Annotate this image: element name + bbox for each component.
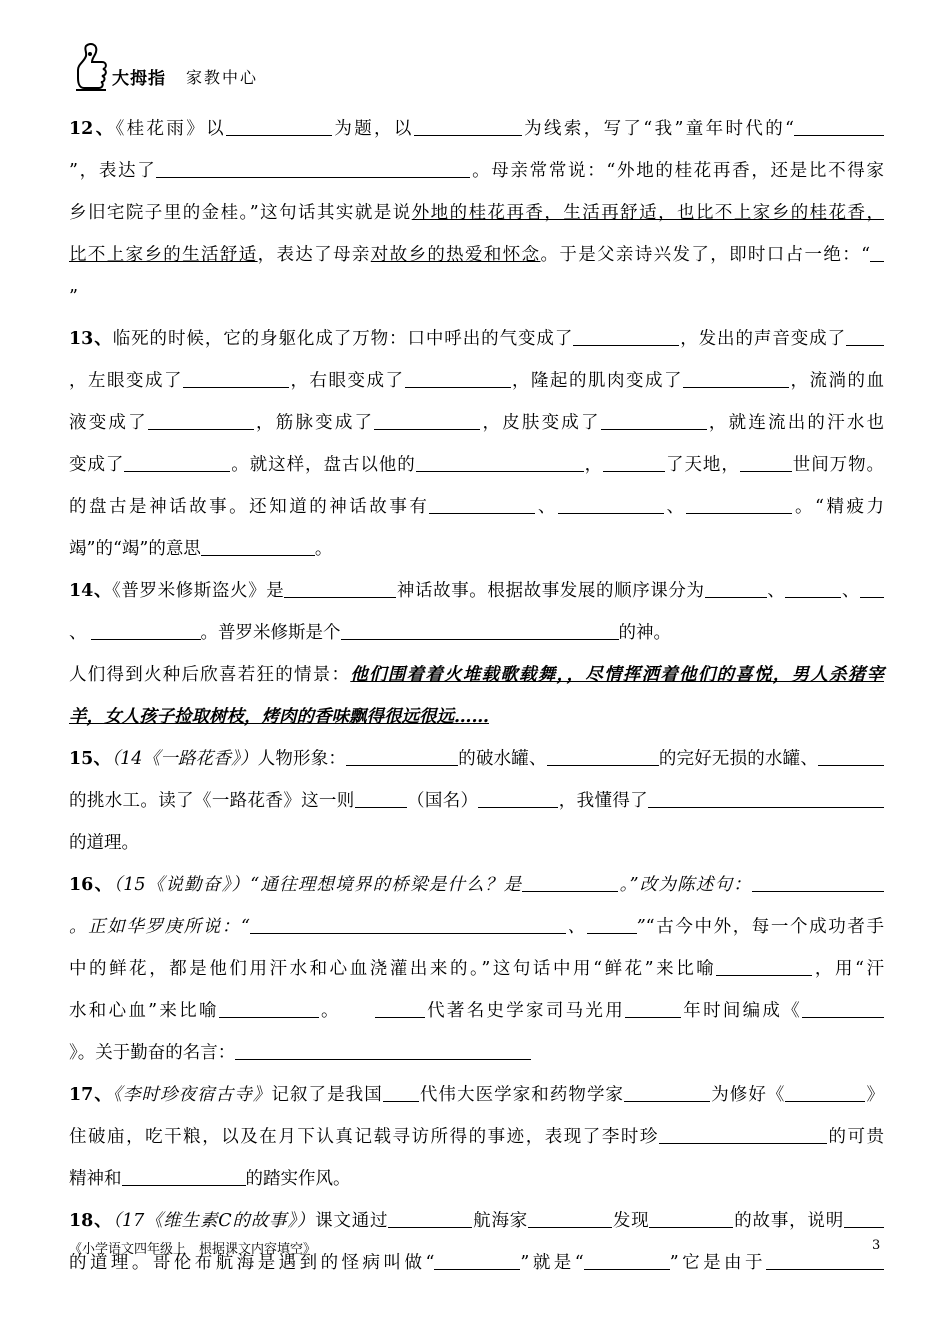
blank[interactable] [250,917,566,934]
blank[interactable] [648,791,884,808]
q13-line2: ，左眼变成了 ，右眼变成了 ，隆起的肌肉变成了 ，流淌的血 [69,371,884,391]
footer-title: 《小学语文四年级上 根据课文内容填空》 [69,1242,317,1257]
blank[interactable] [870,245,884,262]
blank[interactable] [346,749,458,766]
blank[interactable] [683,371,789,388]
blank[interactable] [649,1211,733,1228]
blank[interactable] [429,497,535,514]
q14-line2: 、 。普罗米修斯是个 的神。 [69,623,671,643]
q16-line1: 16、（15《说勤奋》）“通往理想境界的桥梁是什么？是 。”改为陈述句： [69,874,884,896]
q15-line1: 15、（14《一路花香》）人物形象： 的破水罐、 的完好无损的水罐、 [69,748,884,770]
blank[interactable] [341,623,619,640]
blank[interactable] [740,455,792,472]
q12-line2: ”，表达了 。母亲常常说：“外地的桂花再香，还是比不得家 [69,161,884,181]
blank[interactable] [601,413,707,430]
brand-name: 大拇指 [112,69,166,89]
blank[interactable] [416,455,584,472]
blank[interactable] [785,581,841,598]
blank[interactable] [405,371,511,388]
blank[interactable] [547,749,659,766]
blank[interactable] [844,1211,884,1228]
q18-line2: 的道理。哥伦布航海是遇到的怪病叫做“ ”就是“ ”它是由于 [69,1252,884,1274]
q13-line6: 竭”的“竭”的意思 。 [69,539,333,559]
blank[interactable] [235,1043,531,1060]
blank[interactable] [705,581,767,598]
blank[interactable] [584,1253,670,1270]
q16-line4: 水和心血”来比喻 。 代著名史学家司马光用 年时间编成《 [69,1000,884,1022]
brand-subtitle: 家教中心 [186,68,259,87]
blank[interactable] [846,329,884,346]
q13-line5: 的盘古是神话故事。还知道的神话故事有 、 、 。“精疲力 [69,497,885,517]
blank[interactable] [156,161,470,178]
blank[interactable] [528,1211,612,1228]
q16-line5: 》。关于勤奋的名言： [69,1042,884,1064]
q17-line3: 精神和 的踏实作风。 [69,1169,351,1189]
blank[interactable] [478,791,558,808]
blank[interactable] [91,623,201,640]
blank[interactable] [752,875,884,892]
blank[interactable] [802,1001,884,1018]
blank[interactable] [794,119,884,136]
q12-line4: 比不上家乡的生活舒适，表达了母亲对故乡的热爱和怀念。于是父亲诗兴发了，即时口占一绝：“ [69,244,884,266]
blank[interactable] [226,119,332,136]
q16-line2: 。正如华罗庚所说：“ 、 ”“古今中外，每一个成功者手 [69,917,884,937]
blank[interactable] [388,1211,472,1228]
blank[interactable] [201,539,315,556]
blank[interactable] [860,581,884,598]
blank[interactable] [219,1001,319,1018]
blank[interactable] [624,1085,710,1102]
q13-line3: 液变成了 ，筋脉变成了 ，皮肤变成了 ，就连流出的汗水也 [69,413,885,433]
blank[interactable] [374,413,480,430]
blank[interactable] [522,875,618,892]
header [72,40,372,100]
q15-line3: 的道理。 [69,833,139,853]
q18-line1: 18、（17《维生素C的故事》）课文通过 航海家 发现 的故事，说明 [69,1210,884,1232]
blank[interactable] [122,1169,246,1186]
q14-line3: 人们得到火种后欣喜若狂的情景：他们围着着火堆载歌载舞，，尽情挥洒着他们的喜悦，男人杀猪宰 [69,665,884,685]
blank[interactable] [603,455,665,472]
thumbs-up-cartoon-icon [72,40,112,98]
q14-line1: 14、《普罗米修斯盗火》是 神话故事。根据故事发展的顺序课分为 、 、 [69,580,884,602]
blank[interactable] [434,1253,520,1270]
q14-line4: 羊，女人孩子捡取树枝，烤肉的香味飘得很远很远…… [69,707,489,727]
blank[interactable] [124,455,230,472]
blank[interactable] [587,917,637,934]
blank[interactable] [659,1127,827,1144]
q12-line5: ” [69,287,78,307]
blank[interactable] [785,1085,865,1102]
q15-line2: 的挑水工。读了《一路花香》这一则 （国名） ，我懂得了 [69,790,884,812]
blank[interactable] [716,959,812,976]
q16-line3: 中的鲜花，都是他们用汗水和心血浇灌出来的。”这句话中用“鲜花”来比喻 ，用“汗 [69,959,884,979]
blank[interactable] [414,119,522,136]
blank[interactable] [355,791,407,808]
blank[interactable] [766,1253,884,1270]
q12-line3: 乡旧宅院子里的金桂。”这句话其实就是说外地的桂花再香，生活再舒适，也比不上家乡的桂花香， [69,203,885,223]
blank[interactable] [183,371,289,388]
q17-line1: 17、《李时珍夜宿古寺》记叙了是我国 代伟大医学家和药物学家 为修好《 》 [69,1085,885,1105]
blank[interactable] [284,581,396,598]
blank[interactable] [148,413,254,430]
blank[interactable] [375,1001,425,1018]
q12-line1: 12、《桂花雨》以 为题，以 为线索，写了“我”童年时代的“ [69,118,884,140]
q17-line2: 住破庙，吃干粮，以及在月下认真记载寻访所得的事迹，表现了李时珍 的可贵 [69,1127,885,1147]
blank[interactable] [686,497,792,514]
blank[interactable] [818,749,884,766]
q13-line4: 变成了 。就这样，盘古以他的 ， 了天地， 世间万物。 [69,455,885,475]
q13-line1: 13、临死的时候，它的身躯化成了万物：口中呼出的气变成了 ，发出的声音变成了 [69,328,884,350]
blank[interactable] [558,497,664,514]
blank[interactable] [573,329,679,346]
page-number: 3 [872,1238,881,1253]
blank[interactable] [383,1085,419,1102]
blank[interactable] [625,1001,681,1018]
